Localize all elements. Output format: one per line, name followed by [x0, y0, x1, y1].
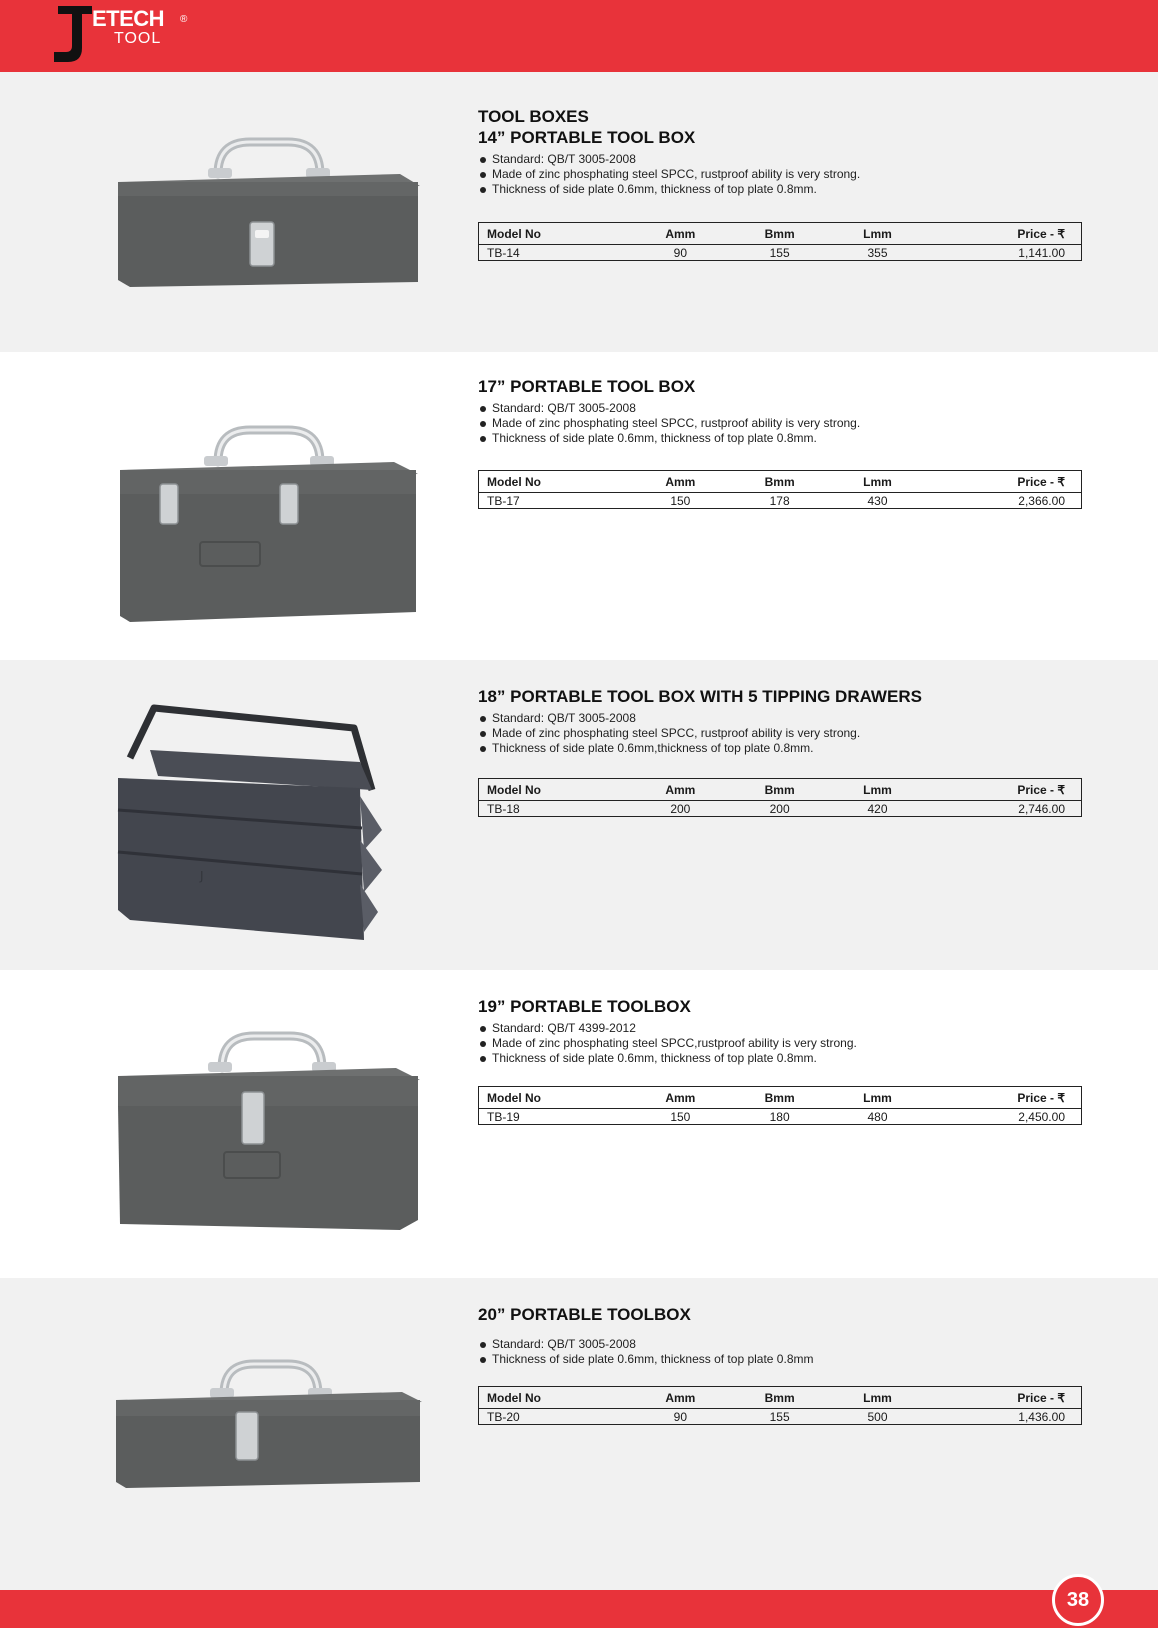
cell-lmm: 430	[829, 493, 925, 509]
cell-model: TB-17	[479, 493, 631, 509]
cell-model: TB-20	[479, 1409, 631, 1425]
logo-sub-text: TOOL	[114, 30, 162, 47]
col-bmm: Bmm	[730, 223, 829, 245]
product-section-18	[0, 660, 1158, 970]
spec-item: Thickness of side plate 0.6mm,thickness of top plate 0.8mm.	[478, 741, 1082, 756]
cell-lmm: 355	[829, 245, 925, 261]
spec-item: Made of zinc phosphating steel SPCC, rustproof ability is very strong.	[478, 416, 1082, 431]
svg-text:J: J	[200, 869, 204, 883]
product-info-18	[478, 686, 1082, 816]
product-title: 14” PORTABLE TOOL BOX	[478, 128, 696, 147]
spec-table	[478, 1386, 1082, 1425]
table-row	[479, 493, 1082, 509]
col-model-no: Model No	[479, 471, 631, 493]
col-bmm: Bmm	[730, 1087, 829, 1109]
spec-table	[478, 470, 1082, 509]
col-amm: Amm	[631, 779, 730, 801]
spec-item: Made of zinc phosphating steel SPCC, rustproof ability is very strong.	[478, 726, 1082, 741]
col-amm: Amm	[631, 223, 730, 245]
cell-amm: 200	[631, 801, 730, 817]
cell-bmm: 200	[730, 801, 829, 817]
spec-list	[478, 1337, 1082, 1367]
cell-price: 2,746.00	[926, 801, 1082, 817]
cell-amm: 90	[631, 1409, 730, 1425]
spec-item: Made of zinc phosphating steel SPCC,rustproof ability is very strong.	[478, 1036, 1082, 1051]
cell-amm: 150	[631, 1109, 730, 1125]
table-row	[479, 1109, 1082, 1125]
product-title: 17” PORTABLE TOOL BOX	[478, 377, 696, 396]
col-price: Price - ₹	[926, 471, 1082, 493]
product-info-20	[478, 1304, 1082, 1424]
col-bmm: Bmm	[730, 471, 829, 493]
col-price: Price - ₹	[926, 779, 1082, 801]
cell-bmm: 178	[730, 493, 829, 509]
cell-amm: 150	[631, 493, 730, 509]
toolbox-19-image	[100, 1020, 440, 1250]
col-amm: Amm	[631, 1387, 730, 1409]
cell-price: 1,141.00	[926, 245, 1082, 261]
spec-list	[478, 1021, 1082, 1066]
cell-amm: 90	[631, 245, 730, 261]
col-lmm: Lmm	[829, 1387, 925, 1409]
cell-bmm: 155	[730, 1409, 829, 1425]
col-bmm: Bmm	[730, 779, 829, 801]
spec-table	[478, 222, 1082, 261]
cell-price: 2,450.00	[926, 1109, 1082, 1125]
col-price: Price - ₹	[926, 1087, 1082, 1109]
col-model-no: Model No	[479, 1387, 631, 1409]
table-row	[479, 245, 1082, 261]
toolbox-17-image	[100, 412, 440, 642]
col-price: Price - ₹	[926, 223, 1082, 245]
table-row	[479, 1409, 1082, 1425]
product-section-20	[0, 1278, 1158, 1590]
product-info-17	[478, 376, 1082, 508]
col-model-no: Model No	[479, 1087, 631, 1109]
cell-model: TB-18	[479, 801, 631, 817]
col-bmm: Bmm	[730, 1387, 829, 1409]
cell-model: TB-19	[479, 1109, 631, 1125]
toolbox-18-image	[110, 700, 410, 940]
product-section-14	[0, 72, 1158, 352]
table-header-row	[479, 779, 1082, 801]
table-header-row	[479, 1087, 1082, 1109]
product-info-14	[478, 106, 1082, 260]
product-title: 19” PORTABLE TOOLBOX	[478, 997, 691, 1016]
spec-item: Made of zinc phosphating steel SPCC, rustproof ability is very strong.	[478, 167, 1082, 182]
category-heading: TOOL BOXES	[478, 107, 589, 126]
col-lmm: Lmm	[829, 471, 925, 493]
spec-item: Standard: QB/T 3005-2008	[478, 711, 1082, 726]
cell-lmm: 420	[829, 801, 925, 817]
spec-item: Standard: QB/T 3005-2008	[478, 1337, 1082, 1352]
spec-table	[478, 778, 1082, 817]
spec-item: Thickness of side plate 0.6mm, thickness of top plate 0.8mm.	[478, 182, 1082, 197]
spec-item: Thickness of side plate 0.6mm, thickness of top plate 0.8mm.	[478, 431, 1082, 446]
spec-item: Standard: QB/T 4399-2012	[478, 1021, 1082, 1036]
logo-registered-mark: ®	[180, 14, 188, 25]
product-section-17	[0, 352, 1158, 660]
col-amm: Amm	[631, 471, 730, 493]
col-lmm: Lmm	[829, 223, 925, 245]
product-info-19	[478, 996, 1082, 1124]
cell-bmm: 155	[730, 245, 829, 261]
spec-list	[478, 401, 1082, 446]
product-title: 20” PORTABLE TOOLBOX	[478, 1305, 691, 1324]
spec-item: Thickness of side plate 0.6mm, thickness of top plate 0.8mm	[478, 1352, 1082, 1367]
toolbox-20-image	[100, 1340, 440, 1520]
spec-list	[478, 152, 1082, 197]
toolbox-14-image	[100, 112, 440, 342]
spec-item: Thickness of side plate 0.6mm, thickness of top plate 0.8mm.	[478, 1051, 1082, 1066]
logo-brand-text: ETECH	[92, 6, 165, 31]
col-model-no: Model No	[479, 223, 631, 245]
page-number-badge: 38	[1052, 1574, 1104, 1626]
table-header-row	[479, 471, 1082, 493]
cell-lmm: 500	[829, 1409, 925, 1425]
table-row	[479, 801, 1082, 817]
cell-price: 1,436.00	[926, 1409, 1082, 1425]
col-amm: Amm	[631, 1087, 730, 1109]
cell-lmm: 480	[829, 1109, 925, 1125]
cell-model: TB-14	[479, 245, 631, 261]
product-section-19	[0, 970, 1158, 1278]
product-title: 18” PORTABLE TOOL BOX WITH 5 TIPPING DRAWERS	[478, 687, 922, 706]
spec-item: Standard: QB/T 3005-2008	[478, 152, 1082, 167]
spec-table	[478, 1086, 1082, 1125]
cell-price: 2,366.00	[926, 493, 1082, 509]
spec-item: Standard: QB/T 3005-2008	[478, 401, 1082, 416]
cell-bmm: 180	[730, 1109, 829, 1125]
col-lmm: Lmm	[829, 1087, 925, 1109]
table-header-row	[479, 223, 1082, 245]
col-model-no: Model No	[479, 779, 631, 801]
brand-logo	[52, 6, 202, 64]
spec-list	[478, 711, 1082, 756]
col-price: Price - ₹	[926, 1387, 1082, 1409]
table-header-row	[479, 1387, 1082, 1409]
header-bar	[0, 0, 1158, 72]
col-lmm: Lmm	[829, 779, 925, 801]
footer-bar	[0, 1590, 1158, 1628]
